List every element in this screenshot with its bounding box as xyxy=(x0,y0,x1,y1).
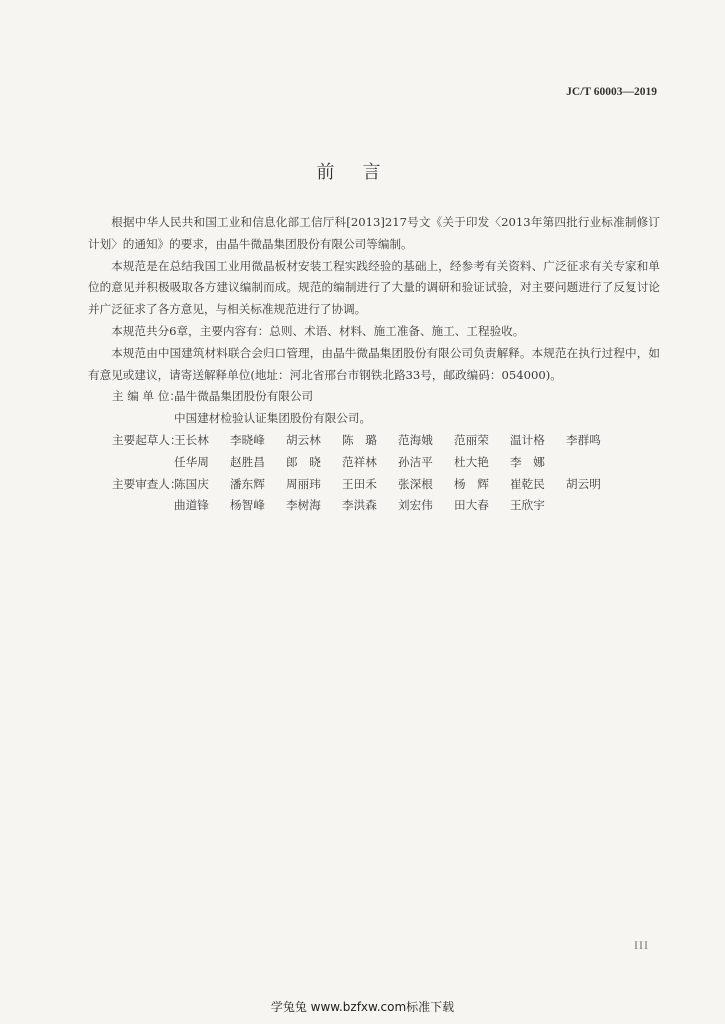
person-name: 范祥林 xyxy=(342,454,377,469)
standard-code: JC/T 60003—2019 xyxy=(566,86,657,98)
person-name: 郎 晓 xyxy=(286,454,321,469)
person-name: 陈国庆 xyxy=(174,476,209,491)
person-name: 范海娥 xyxy=(398,432,433,447)
contributors-section xyxy=(88,386,660,517)
editor-units-row xyxy=(88,386,660,430)
person-name: 陈 璐 xyxy=(342,432,377,447)
person-name: 李洪森 xyxy=(342,498,377,513)
person-name: 王欣宇 xyxy=(510,498,545,513)
person-name: 温计格 xyxy=(510,432,545,447)
person-name: 孙洁平 xyxy=(398,454,433,469)
page-title: 前言 xyxy=(316,162,409,183)
person-name: 胡云明 xyxy=(566,476,601,491)
person-name: 李 娜 xyxy=(510,454,545,469)
reviewers-row xyxy=(88,474,660,518)
drafters-row xyxy=(88,430,660,474)
person-name: 周丽玮 xyxy=(286,476,321,491)
person-name: 张深根 xyxy=(398,476,433,491)
reviewers-label: 主要审查人： xyxy=(112,476,182,491)
person-name: 赵胜昌 xyxy=(230,454,265,469)
page-number: III xyxy=(634,938,649,952)
person-name: 杜大艳 xyxy=(454,454,489,469)
paragraph: 根据中华人民共和国工业和信息化部工信厅科[2013]217号文《关于印发〈2013年第四批行业标准制修订计划〉的通知》的要求，由晶牛微晶集团股份有限公司等编制。 xyxy=(88,215,660,251)
site-watermark: 学兔兔 www.bzfxw.com标准下载 xyxy=(270,1000,455,1014)
person-name: 杨智峰 xyxy=(230,498,265,513)
editor-unit: 中国建材检验认证集团股份有限公司。 xyxy=(174,411,372,426)
person-name: 胡云林 xyxy=(286,432,321,447)
editor-unit: 晶牛微晶集团股份有限公司 xyxy=(174,389,314,404)
paragraph: 本规范是在总结我国工业用微晶板材安装工程实践经验的基础上，经参考有关资料、广泛征求有关专家和单位的意见并积极吸取各方建议编制而成。规范的编制进行了大量的调研和验证试验，对主要问题进行了反复讨论并广泛征求了各方意见，与相关标准规范进行了协调。 xyxy=(88,258,660,317)
drafters-label: 主要起草人： xyxy=(112,432,182,447)
reviewers-line xyxy=(174,495,660,517)
drafters-line xyxy=(174,452,660,474)
preface-body xyxy=(88,212,660,517)
paragraph: 本规范由中国建筑材料联合会归口管理，由晶牛微晶集团股份有限公司负责解释。本规范在执行过程中，如有意见或建议，请寄送解释单位(地址：河北省邢台市钢铁北路33号，邮政编码：054000)。 xyxy=(88,345,660,382)
drafters-line xyxy=(174,430,660,452)
person-name: 李树海 xyxy=(286,498,321,513)
person-name: 杨 辉 xyxy=(454,476,489,491)
person-name: 范丽荣 xyxy=(454,432,489,447)
person-name: 李群鸣 xyxy=(566,432,601,447)
person-name: 田大春 xyxy=(454,498,489,513)
person-name: 王田禾 xyxy=(342,476,377,491)
paragraph: 本规范共分6章，主要内容有：总则、术语、材料、施工准备、施工、工程验收。 xyxy=(111,323,525,338)
reviewers-line xyxy=(174,474,660,496)
person-name: 李晓峰 xyxy=(230,432,265,447)
person-name: 潘东辉 xyxy=(230,476,265,491)
person-name: 崔乾民 xyxy=(510,476,545,491)
person-name: 刘宏伟 xyxy=(398,498,433,513)
person-name: 曲道锋 xyxy=(174,498,209,513)
person-name: 任华周 xyxy=(174,454,209,469)
person-name: 王长林 xyxy=(174,432,209,447)
editor-label: 主 编 单 位： xyxy=(112,389,182,404)
